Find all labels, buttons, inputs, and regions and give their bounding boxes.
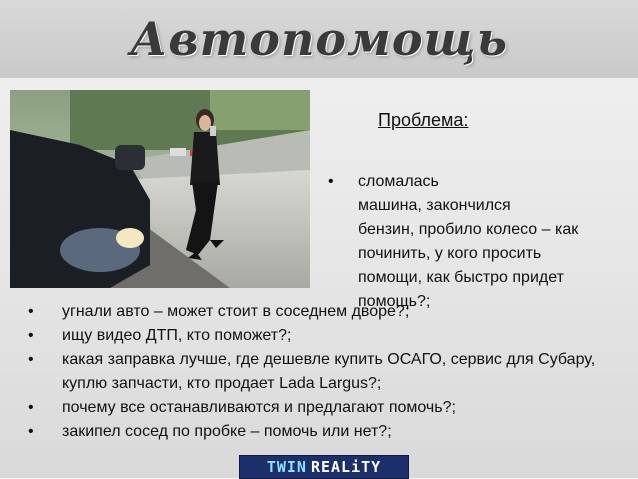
- problem-line: машина, закончился: [358, 197, 511, 214]
- problem-heading: Проблема:: [378, 110, 469, 130]
- problem-line: помощь?;: [358, 293, 431, 310]
- brand-logo-part1: TWIN: [266, 458, 307, 476]
- bullet-dot: •: [28, 327, 34, 344]
- title-band: [0, 0, 638, 78]
- roadside-photo-image: [10, 90, 310, 288]
- list-item: [28, 348, 628, 396]
- list-item: [28, 396, 628, 420]
- problem-bullet: [328, 170, 638, 314]
- list-item-text: почему все останавливаются и предлагают помочь?;: [62, 399, 456, 416]
- list-item: [28, 420, 628, 444]
- problem-list: [328, 170, 638, 314]
- problem-line: сломалась: [358, 173, 439, 190]
- problem-text: [358, 170, 638, 314]
- bullet-dot: •: [328, 173, 334, 190]
- slide-title: Автопомощь: [129, 12, 509, 66]
- problem-line: помощи, как быстро придет: [358, 269, 564, 286]
- list-item: [28, 300, 628, 324]
- problem-line: бензин, пробило колесо – как: [358, 221, 579, 238]
- bullet-dot: •: [28, 351, 34, 368]
- list-item-text: закипел сосед по пробке – помочь или нет?;: [62, 423, 392, 440]
- brand-logo-part2: REALiTY: [310, 458, 382, 476]
- brand-logo: [239, 455, 409, 479]
- list-item: [28, 324, 628, 348]
- list-item-text: ищу видео ДТП, кто поможет?;: [62, 327, 292, 344]
- list-item-text: какая заправка лучше, где дешевле купить ОСАГО, сервис для Субару, куплю запчасти, кто продает Lada Largus?;: [62, 351, 596, 392]
- bullet-dot: •: [28, 399, 34, 416]
- bullet-dot: •: [28, 423, 34, 440]
- bullet-list: [28, 300, 628, 444]
- bullet-dot: •: [28, 303, 34, 320]
- list-item-text: угнали авто – может стоит в соседнем дворе?;: [62, 303, 410, 320]
- roadside-photo: [10, 90, 310, 288]
- problem-line: починить, у кого просить: [358, 245, 542, 262]
